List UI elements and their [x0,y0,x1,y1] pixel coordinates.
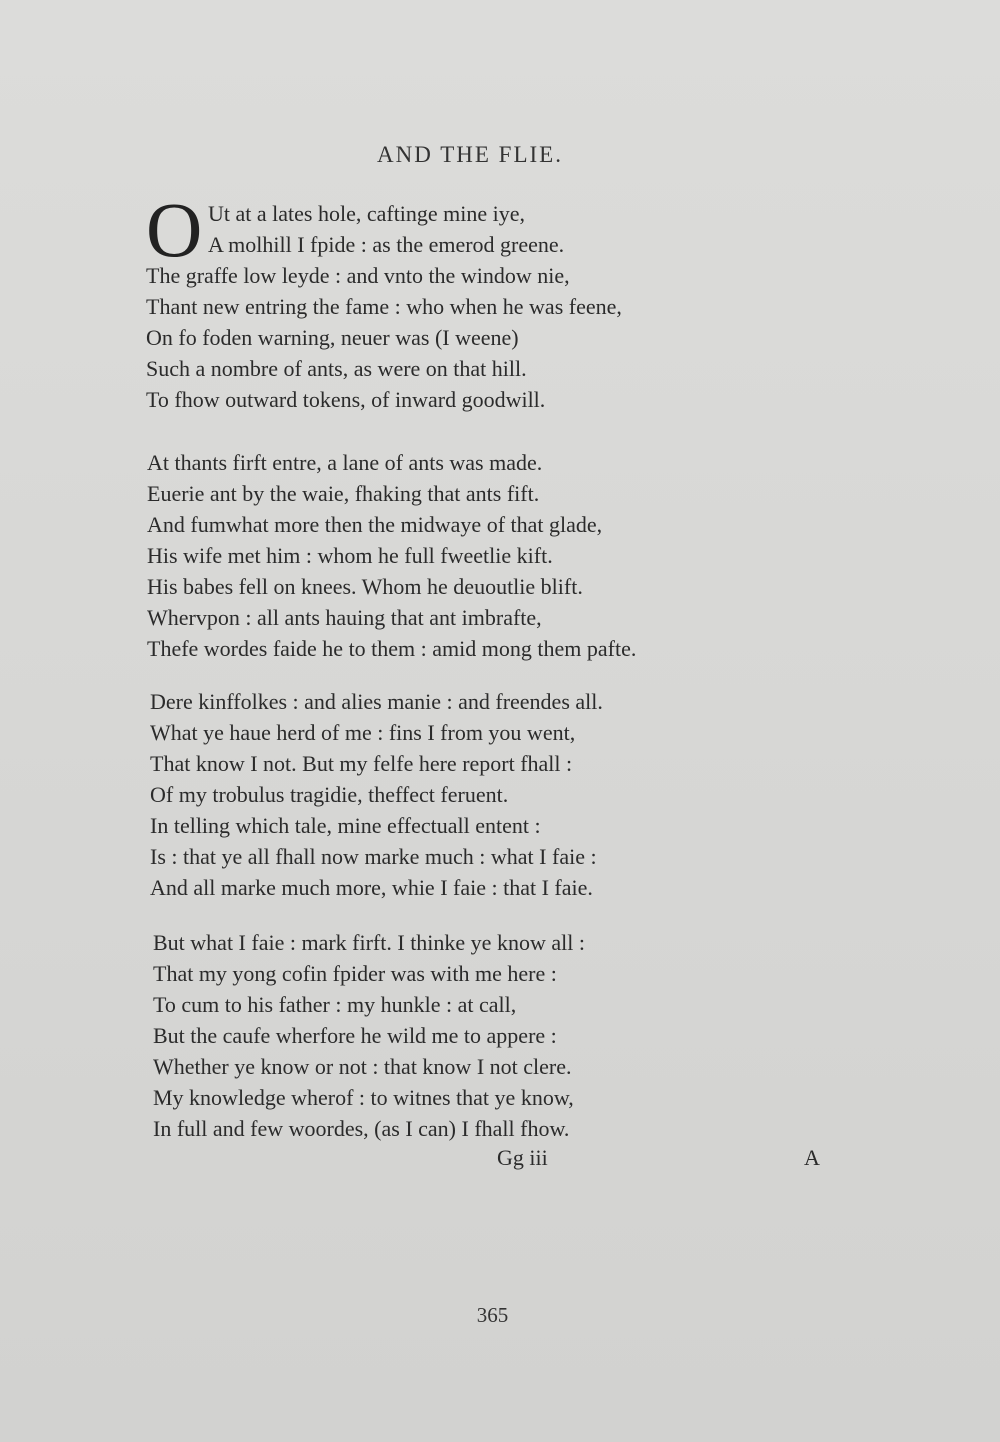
drop-cap: O [146,186,203,273]
verse-line: Euerie ant by the waie, fhaking that ants fift. [147,481,540,506]
page-number: 365 [476,1303,509,1327]
verse-line: And all marke much more, whie I faie : that I faie. [150,875,593,900]
verse-line: His wife met him : whom he full fweetlie kift. [147,543,553,568]
verse-line: In full and few woordes, (as I can) I fhall fhow. [153,1116,570,1141]
verse-line: That know I not. But my felfe here report fhall : [150,751,573,776]
verse-line: The graffe low leyde : and vnto the window nie, [146,263,570,288]
stanza-3 [150,686,603,903]
verse-line: To fhow outward tokens, of inward goodwill. [146,387,546,412]
verse-line: What ye haue herd of me : fins I from you went, [150,720,576,745]
verse-line: But the caufe wherfore he wild me to appere : [153,1023,557,1048]
verse-line: His babes fell on knees. Whom he deuoutlie blift. [147,574,583,599]
stanza-1-opening [146,186,622,273]
verse-line: At thants firft entre, a lane of ants was made. [147,450,543,475]
signature-mark: Gg iii [497,1145,548,1170]
verse-line: Whether ye know or not : that know I not clere. [153,1054,572,1079]
catchword: A [804,1145,820,1170]
verse-line: In telling which tale, mine effectuall entent : [150,813,541,838]
stanza-1 [146,186,622,415]
running-head: AND THE FLIE. [377,142,563,167]
verse-line: Thefe wordes faide he to them : amid mong them pafte. [147,636,637,661]
verse-line: A molhill I fpide : as the emerod greene. [208,232,565,257]
verse-line: Is : that ye all fhall now marke much : what I faie : [150,844,597,869]
verse-line: My knowledge wherof : to witnes that ye know, [153,1085,574,1110]
verse-line: But what I faie : mark firft. I thinke ye know all : [153,930,585,955]
verse-line: Dere kinffolkes : and alies manie : and freendes all. [150,689,603,714]
verse-line: On fo foden warning, neuer was (I weene) [146,325,519,350]
verse-line: Of my trobulus tragidie, theffect feruent. [150,782,509,807]
stanza-2 [147,447,636,664]
verse-line: That my yong cofin fpider was with me here : [153,961,557,986]
verse-line: Ut at a lates hole, caftinge mine iye, [208,201,526,226]
verse-line: To cum to his father : my hunkle : at call, [153,992,517,1017]
stanza-4 [153,927,585,1144]
verse-line: And fumwhat more then the midwaye of that glade, [147,512,603,537]
verse-line: Whervpon : all ants hauing that ant imbrafte, [147,605,542,630]
verse-line: Such a nombre of ants, as were on that hill. [146,356,527,381]
verse-line: Thant new entring the fame : who when he was feene, [146,294,622,319]
